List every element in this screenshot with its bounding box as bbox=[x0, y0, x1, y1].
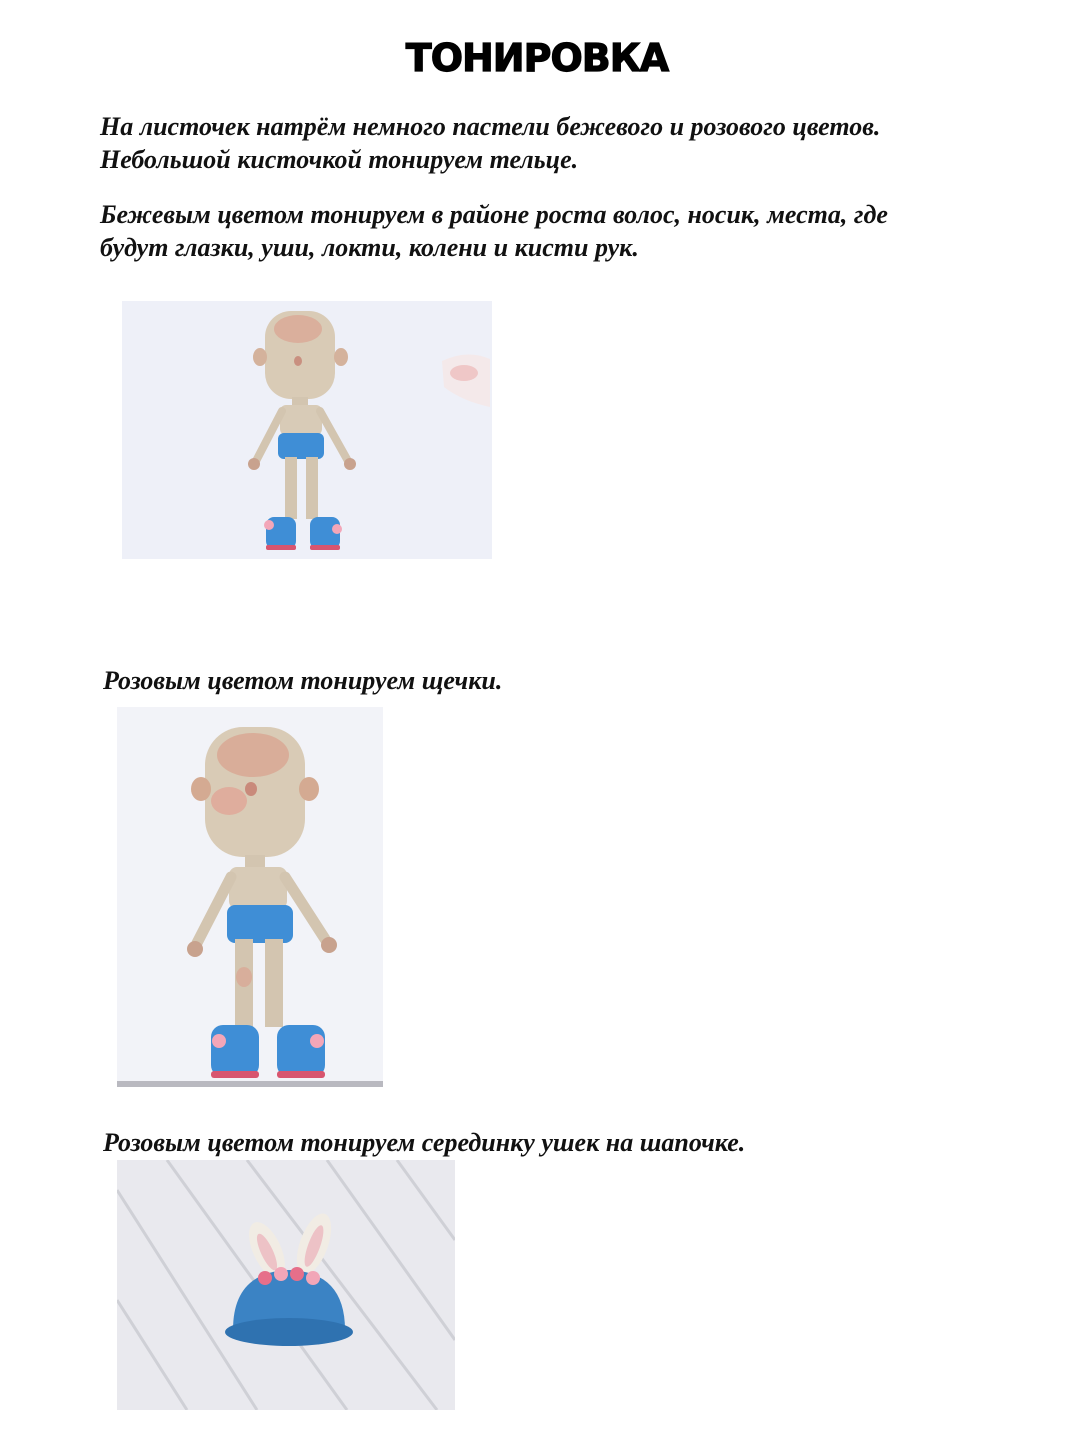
intro-paragraph bbox=[100, 110, 1040, 176]
intro-line-1: На листочек натрём немного пастели бежевого и розового цветов. bbox=[100, 112, 881, 141]
cheeks-caption: Розовым цветом тонируем щечки. bbox=[103, 666, 503, 695]
intro-line-2: Небольшой кисточкой тонируем тельце. bbox=[100, 145, 579, 174]
beige-instruction-paragraph bbox=[100, 198, 1040, 264]
doll-photo-icon bbox=[117, 707, 383, 1087]
page-title: ТОНИРОВКА bbox=[405, 36, 669, 80]
beige-line-2: будут глазки, уши, локти, колени и кисти рук. bbox=[100, 233, 639, 262]
doll-toned-front-photo bbox=[122, 301, 492, 559]
hat-photo-icon bbox=[117, 1160, 455, 1410]
bunny-hat-photo bbox=[117, 1160, 455, 1410]
doll-cheeks-photo bbox=[117, 707, 383, 1087]
doll-photo-icon bbox=[122, 301, 492, 559]
beige-line-1: Бежевым цветом тонируем в районе роста волос, носик, места, где bbox=[100, 200, 888, 229]
ears-caption: Розовым цветом тонируем серединку ушек на шапочке. bbox=[103, 1128, 746, 1157]
